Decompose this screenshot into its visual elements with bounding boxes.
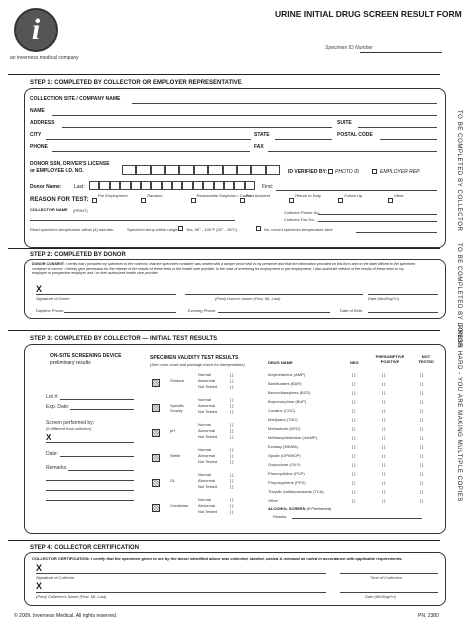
validity-test-name: Creatinine <box>170 503 189 508</box>
drug-name: Other <box>268 498 279 503</box>
drug-name: Buprenorphine (BUP) <box>268 399 307 404</box>
validity-test-name: Nitrite <box>170 453 181 458</box>
onsite-subtitle: preliminary results <box>50 360 91 366</box>
collection-time-field[interactable] <box>340 573 438 574</box>
alcohol-screen-label <box>268 506 331 511</box>
temp-range-label: Specimen temp within range: <box>127 227 179 232</box>
drug-name: Benzodiazepines (BZO) <box>268 390 311 395</box>
first-name-field[interactable] <box>276 190 437 191</box>
specimen-id-field[interactable] <box>360 52 442 53</box>
step3-title: STEP 3: COMPLETED BY COLLECTOR — INITIAL TEST RESULTS <box>30 336 218 342</box>
presumptive-checkbox[interactable]: [ ] <box>382 498 386 503</box>
presumptive-checkbox[interactable]: [ ] <box>382 372 386 377</box>
collector-signature-label: Signature of Collector <box>36 575 75 580</box>
not-tested-checkbox[interactable]: [ ] <box>420 435 424 440</box>
reason-label: Pre Employment <box>98 193 128 198</box>
temp-yes-checkbox[interactable] <box>178 226 183 231</box>
presumptive-checkbox[interactable]: [ ] <box>382 426 386 431</box>
presumptive-header: PRESUMPTIVE POSITIVE <box>375 354 405 364</box>
validity-option-label: Not Tested <box>198 509 218 514</box>
not-tested-checkbox[interactable]: [ ] <box>420 381 424 386</box>
step1-title: STEP 1: COMPLETED BY COLLECTOR OR EMPLOYER REPRESENTATIVE <box>30 80 242 86</box>
validity-option-label: Normal <box>198 397 211 402</box>
validity-list <box>148 372 248 532</box>
reason-label: Post Accident <box>245 193 271 198</box>
temp-instruction: Read specimen temperature within (4) minutes. <box>30 227 115 232</box>
neg-checkbox[interactable]: [ ] <box>352 444 356 449</box>
exp-date-field[interactable] <box>70 409 134 410</box>
temp-no-label: No, record specimen temperature here <box>264 227 333 232</box>
drug-name: Ecstasy (MDMA) <box>268 444 298 449</box>
drug-name: Barbiturates (BAR) <box>268 381 302 386</box>
photo-id-label: PHOTO ID <box>335 169 360 175</box>
lot-field[interactable] <box>60 399 134 400</box>
not-tested-checkbox[interactable]: [ ] <box>420 489 424 494</box>
consent-heading: DONOR CONSENT: <box>32 262 65 266</box>
presumptive-checkbox[interactable]: [ ] <box>382 417 386 422</box>
validity-option-label: Normal <box>198 372 211 377</box>
collector-print-x: X <box>36 581 43 591</box>
validity-option-label: Abnormal <box>198 428 216 433</box>
not-tested-header: NOT TESTED <box>418 354 434 364</box>
alcohol-results-field[interactable] <box>292 518 422 519</box>
validity-option-checkbox[interactable]: [ ] <box>230 497 234 502</box>
temp-field[interactable] <box>356 232 437 233</box>
presumptive-checkbox[interactable]: [ ] <box>382 408 386 413</box>
last-name-boxes[interactable] <box>89 181 255 190</box>
not-tested-checkbox[interactable]: [ ] <box>420 399 424 404</box>
validity-option-label: Abnormal <box>198 503 216 508</box>
presumptive-checkbox[interactable]: [ ] <box>382 471 386 476</box>
validity-option-checkbox[interactable]: [ ] <box>230 459 234 464</box>
postal-code-field[interactable] <box>380 139 437 140</box>
screen-date-label: Date: <box>46 451 58 457</box>
validity-option-label: Not Tested <box>198 409 218 414</box>
screener-signature-field[interactable] <box>46 442 134 443</box>
divider <box>8 248 440 249</box>
not-tested-checkbox[interactable]: [ ] <box>420 372 424 377</box>
donor-signature-field[interactable] <box>36 294 176 295</box>
drug-name: Cocaine (COC) <box>268 408 296 413</box>
specimen-id-label: Specimen ID Number <box>325 45 373 51</box>
part-number: PN: 2380 <box>418 613 439 619</box>
reason-label: Reasonable Suspicion / Cause <box>196 193 252 198</box>
drug-name: Marijuana (THC) <box>268 417 298 422</box>
lot-label: Lot #: <box>46 394 59 400</box>
remarks-field[interactable] <box>46 480 134 481</box>
collection-site-field[interactable] <box>132 103 437 104</box>
logo-letter: i <box>31 13 41 46</box>
neg-checkbox[interactable]: [ ] <box>352 471 356 476</box>
dob-field[interactable] <box>368 312 438 313</box>
donor-print-name-field[interactable] <box>185 294 363 295</box>
id-verified-label: ID VERIFIED BY: <box>288 169 328 175</box>
validity-option-checkbox[interactable]: [ ] <box>230 397 234 402</box>
test-pad-icon <box>152 429 160 437</box>
neg-header: NEG <box>350 360 359 365</box>
validity-option-checkbox[interactable]: [ ] <box>230 372 234 377</box>
presumptive-checkbox[interactable]: [ ] <box>382 480 386 485</box>
reason-label: Random <box>147 193 163 198</box>
drug-name: Oxycodone (OXY) <box>268 462 301 467</box>
validity-option-label: Normal <box>198 422 211 427</box>
validity-option-checkbox[interactable]: [ ] <box>230 378 234 383</box>
employee-id-label: or EMPLOYEE I.D. NO. <box>30 168 84 174</box>
remarks-field[interactable] <box>46 500 134 501</box>
reason-checkbox[interactable] <box>141 198 146 203</box>
fax-field[interactable] <box>268 151 437 152</box>
neg-checkbox[interactable]: [ ] <box>352 435 356 440</box>
suite-field[interactable] <box>358 127 437 128</box>
screen-performed-label: Screen performed by: <box>46 420 95 426</box>
not-tested-checkbox[interactable]: [ ] <box>420 426 424 431</box>
not-tested-checkbox[interactable]: [ ] <box>420 498 424 503</box>
address-field[interactable] <box>62 127 332 128</box>
onsite-title: ON-SITE SCREENING DEVICE <box>50 353 122 359</box>
collector-fax-label: Collector Fax No. <box>284 217 315 222</box>
validity-option-checkbox[interactable]: [ ] <box>230 384 234 389</box>
daytime-phone-field[interactable] <box>64 312 176 313</box>
evening-phone-field[interactable] <box>218 312 330 313</box>
last-name-label: Last: <box>74 184 85 190</box>
phone-label: PHONE <box>30 144 48 150</box>
neg-checkbox[interactable]: [ ] <box>352 417 356 422</box>
donor-ssn-label: DONOR SSN, DRIVER'S LICENSE <box>30 161 110 167</box>
reason-checkbox[interactable] <box>289 198 294 203</box>
postal-code-label: POSTAL CODE <box>337 132 373 138</box>
neg-checkbox[interactable]: [ ] <box>352 390 356 395</box>
name-label: NAME <box>30 108 45 114</box>
cert-text: I certify that the specimen given to me by the donor identified above was collected, labeled, sealed & released as noted in accordance with applicable requirements. <box>90 556 403 561</box>
validity-option-label: Normal <box>198 447 211 452</box>
step2-side-label: TO BE COMPLETED BY DONOR <box>456 243 462 348</box>
step4-title: STEP 4: COLLECTOR CERTIFICATION <box>30 545 140 551</box>
presumptive-checkbox[interactable]: [ ] <box>382 390 386 395</box>
test-pad-icon <box>152 479 160 487</box>
suite-label: SUITE <box>337 120 352 126</box>
name-field[interactable] <box>52 115 437 116</box>
collector-fax-field[interactable] <box>318 221 437 222</box>
neg-checkbox[interactable]: [ ] <box>352 462 356 467</box>
validity-test-name: Oxidant <box>170 378 184 383</box>
collector-print-name-field[interactable] <box>36 592 326 593</box>
neg-checkbox[interactable]: [ ] <box>352 399 356 404</box>
validity-option-label: Abnormal <box>198 453 216 458</box>
neg-checkbox[interactable]: [ ] <box>352 426 356 431</box>
first-name-label: First: <box>262 184 274 190</box>
validity-option-label: Not Tested <box>198 484 218 489</box>
alcohol-results-label: Results <box>273 514 287 519</box>
collector-signature-field[interactable] <box>36 573 326 574</box>
donor-signature-label: Signature of Donor <box>36 296 70 301</box>
not-tested-checkbox[interactable]: [ ] <box>420 408 424 413</box>
collector-date-label: Date (Mo/Day/Yr) <box>365 594 397 599</box>
form-title: URINE INITIAL DRUG SCREEN RESULT FORM <box>275 9 462 19</box>
test-pad-icon <box>152 504 160 512</box>
collector-print-hint: (PRINT) <box>73 208 88 213</box>
validity-option-checkbox[interactable]: [ ] <box>230 447 234 452</box>
neg-checkbox[interactable]: [ ] <box>352 498 356 503</box>
donor-id-boxes[interactable] <box>122 165 280 175</box>
reason-label: Other <box>393 193 404 198</box>
collector-phone-field[interactable] <box>318 214 437 215</box>
neg-checkbox[interactable]: [ ] <box>352 453 356 458</box>
temp-yes-label: Yes, 90° - 100°F (32° - 38°C) <box>186 227 238 232</box>
validity-title: SPECIMEN VALIDITY TEST RESULTS <box>150 355 239 361</box>
test-pad-icon <box>152 404 160 412</box>
not-tested-checkbox[interactable]: [ ] <box>420 462 424 467</box>
drug-name: Propoxyphene (PPX) <box>268 480 306 485</box>
presumptive-checkbox[interactable]: [ ] <box>382 489 386 494</box>
presumptive-checkbox[interactable]: [ ] <box>382 399 386 404</box>
validity-option-checkbox[interactable]: [ ] <box>230 484 234 489</box>
reason-options <box>92 194 437 204</box>
reason-checkbox[interactable] <box>338 198 343 203</box>
drug-name: Tricyclic Antidepressants (TCA) <box>268 489 324 494</box>
collector-sign-x: X <box>36 563 43 573</box>
step2-title: STEP 2: COMPLETED BY DONOR <box>30 252 126 258</box>
validity-option-checkbox[interactable]: [ ] <box>230 422 234 427</box>
collector-date-field[interactable] <box>340 592 438 593</box>
validity-option-label: Abnormal <box>198 403 216 408</box>
test-pad-icon <box>152 454 160 462</box>
divider <box>8 330 440 331</box>
donor-date-label: Date (Mo/Day/Yr) <box>368 296 400 301</box>
donor-sign-x: X <box>36 284 43 294</box>
validity-option-checkbox[interactable]: [ ] <box>230 403 234 408</box>
donor-name-label: Donor Name: <box>30 184 62 190</box>
collection-time-label: Time of Collection <box>370 575 402 580</box>
reason-label: REASON FOR TEST: <box>30 197 89 203</box>
validity-option-checkbox[interactable]: [ ] <box>230 428 234 433</box>
reason-label: Follow Up <box>344 193 363 198</box>
reason-checkbox[interactable] <box>92 198 97 203</box>
remarks-label: Remarks: <box>46 465 68 471</box>
drug-name: Methamphetamine (mAMP) <box>268 435 317 440</box>
validity-subtitle: (See color chart and package insert for interpretation) <box>150 362 245 367</box>
validity-option-label: Not Tested <box>198 459 218 464</box>
alcohol-screen-text: ALCOHOL SCREEN <box>268 506 306 511</box>
validity-option-checkbox[interactable]: [ ] <box>230 509 234 514</box>
drug-name: Amphetamine (AMP) <box>268 372 306 377</box>
not-tested-checkbox[interactable]: [ ] <box>420 453 424 458</box>
reason-checkbox[interactable] <box>388 198 393 203</box>
validity-option-checkbox[interactable]: [ ] <box>230 472 234 477</box>
validity-option-label: Normal <box>198 472 211 477</box>
collector-cert <box>32 556 440 561</box>
divider <box>8 74 440 75</box>
presumptive-checkbox[interactable]: [ ] <box>382 435 386 440</box>
collection-site-label: COLLECTION SITE / COMPANY NAME <box>30 96 121 102</box>
copyright: © 2009. Inverness Medical. All rights reserved. <box>14 613 118 619</box>
collector-name-label: COLLECTOR NAME <box>30 207 68 212</box>
neg-checkbox[interactable]: [ ] <box>352 372 356 377</box>
address-label: ADDRESS <box>30 120 55 126</box>
if-performed-hint: (If Performed) <box>306 506 332 511</box>
test-pad-icon <box>152 379 160 387</box>
presumptive-checkbox[interactable]: [ ] <box>382 381 386 386</box>
step1-side-label: TO BE COMPLETED BY COLLECTOR <box>456 110 462 232</box>
city-label: CITY <box>30 132 42 138</box>
reason-label: Return to Duty <box>295 193 321 198</box>
collector-phone-label: Collector Phone No. <box>284 210 320 215</box>
neg-checkbox[interactable]: [ ] <box>352 408 356 413</box>
neg-checkbox[interactable]: [ ] <box>352 489 356 494</box>
drug-name: Methadone (MTD) <box>268 426 301 431</box>
phone-field[interactable] <box>52 151 250 152</box>
donor-print-name-label: (Print) Donor's Name (First, MI, Last) <box>215 296 281 301</box>
reason-checkbox[interactable] <box>191 198 196 203</box>
validity-option-label: Abnormal <box>198 478 216 483</box>
screener-sign-x: X <box>46 433 52 442</box>
presumptive-checkbox[interactable]: [ ] <box>382 462 386 467</box>
daytime-phone-label: Daytime Phone: <box>36 308 65 313</box>
validity-option-label: Not Tested <box>198 384 218 389</box>
presumptive-checkbox[interactable]: [ ] <box>382 444 386 449</box>
reason-checkbox[interactable] <box>240 198 245 203</box>
temp-no-checkbox[interactable] <box>256 226 261 231</box>
collector-print-name-label: (Print) Collector's Name (First, MI, Last) <box>36 594 107 599</box>
not-tested-checkbox[interactable]: [ ] <box>420 390 424 395</box>
validity-test-name: pH <box>170 428 176 433</box>
state-field[interactable] <box>275 139 332 140</box>
if-different-hint: (If different than collector) <box>46 426 92 431</box>
divider <box>8 540 440 541</box>
dob-label: Date of Birth: <box>340 308 364 313</box>
employer-rep-checkbox[interactable] <box>372 169 377 174</box>
consent-text: I certify that I provided my specimen to the collector, that the specimen container was sealed with a tamper proof seal in my presence and that the information provided on this form and on the label affixed to the specimen container is correct. I hereby give permission for the release of the results of these tests to the health care provider. In the case of screening for employment or pre-employment, I also authorize release of the results of these tests to my employer or prospective employer and / or their authorized health care provider. <box>32 262 416 276</box>
photo-id-checkbox[interactable] <box>328 169 333 174</box>
city-field[interactable] <box>46 139 251 140</box>
evening-phone-label: Evening Phone: <box>188 308 217 313</box>
neg-checkbox[interactable]: [ ] <box>352 381 356 386</box>
cert-heading: COLLECTOR CERTIFICATION: <box>32 556 90 561</box>
validity-option-checkbox[interactable]: [ ] <box>230 409 234 414</box>
donor-consent <box>32 262 418 276</box>
validity-option-checkbox[interactable]: [ ] <box>230 453 234 458</box>
validity-option-label: Abnormal <box>198 378 216 383</box>
presumptive-checkbox[interactable]: [ ] <box>382 453 386 458</box>
not-tested-checkbox[interactable]: [ ] <box>420 417 424 422</box>
exp-date-label: Exp. Date: <box>46 404 70 410</box>
drug-name: Phencyclidine (PCP) <box>268 471 305 476</box>
validity-test-name: GL <box>170 478 176 483</box>
validity-option-checkbox[interactable]: [ ] <box>230 503 234 508</box>
remarks-field[interactable] <box>68 470 134 471</box>
screen-date-field[interactable] <box>60 456 134 457</box>
employer-rep-label: EMPLOYER REP. <box>380 169 421 175</box>
not-tested-checkbox[interactable]: [ ] <box>420 471 424 476</box>
company-tagline: an inverness medical company <box>10 55 79 61</box>
validity-test-name: Specific Gravity <box>170 403 185 413</box>
validity-option-checkbox[interactable]: [ ] <box>230 434 234 439</box>
drug-name: Opiate (OPI/MOP) <box>268 453 301 458</box>
validity-option-checkbox[interactable]: [ ] <box>230 478 234 483</box>
step3-side-label: PRESS HARD - YOU ARE MAKING MULTIPLE COPIES <box>456 325 462 502</box>
collector-name-field[interactable] <box>30 220 235 221</box>
not-tested-checkbox[interactable]: [ ] <box>420 444 424 449</box>
neg-checkbox[interactable]: [ ] <box>352 480 356 485</box>
validity-option-label: Not Tested <box>198 434 218 439</box>
drug-list <box>268 372 440 508</box>
fax-label: FAX <box>254 144 264 150</box>
validity-option-label: Normal <box>198 497 211 502</box>
donor-date-field[interactable] <box>368 294 438 295</box>
state-label: STATE <box>254 132 270 138</box>
not-tested-checkbox[interactable]: [ ] <box>420 480 424 485</box>
drug-name-header: DRUG NAME <box>268 360 293 365</box>
remarks-field[interactable] <box>46 490 134 491</box>
